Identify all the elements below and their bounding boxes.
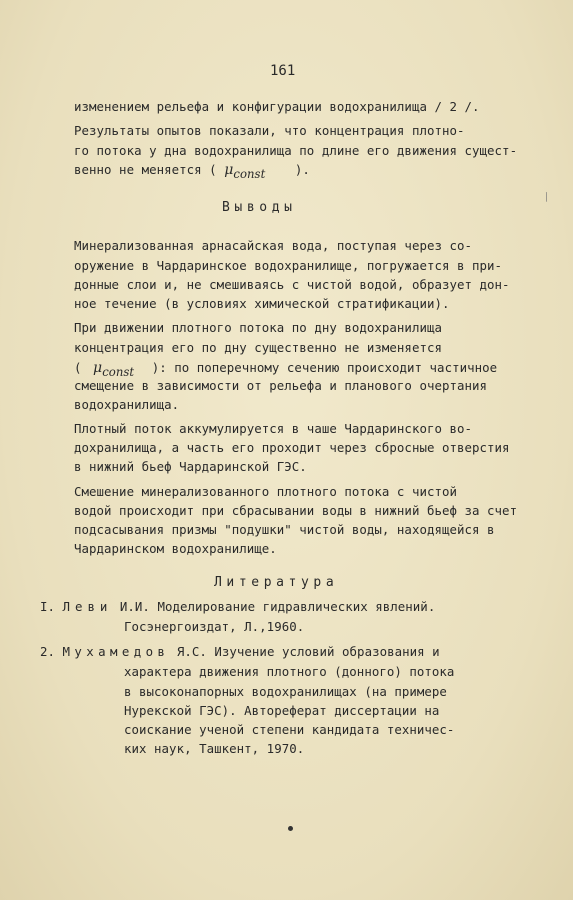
conclusions-p2-line-2: концентрация его по дну существенно не изменяется (74, 340, 442, 355)
reference-2-line-4: Нурекской ГЭС). Автореферат диссертации на (124, 703, 440, 718)
conclusions-p2-line-5: водохранилища. (74, 397, 180, 412)
reference-2-author: Мухамедов (62, 644, 170, 659)
mu-symbol: μ (224, 162, 234, 178)
mu-const-symbol (224, 162, 266, 181)
intro-line-1: изменением рельефа и конфигурации водохранилища / 2 /. (74, 99, 480, 114)
conclusions-p1-line-2: оружение в Чардаринское водохранилище, погружается в при- (74, 258, 503, 273)
conclusions-p3-line-2: дохранилища, а часть его проходит через сбросные отверстия (74, 440, 510, 455)
mu-const-symbol-2 (93, 360, 135, 379)
literature-heading: Литература (214, 575, 339, 590)
p2-line-3-open: ( (74, 360, 82, 375)
reference-2-line-5: соискание ученой степени кандидата техничес- (124, 722, 455, 737)
reference-2-title: Изучение условий образования и (214, 644, 440, 659)
conclusions-p1-line-3: донные слои и, не смешиваясь с чистой водой, образует дон- (74, 277, 510, 292)
reference-1-title: Моделирование гидравлических явлений. (157, 599, 436, 614)
intro-line-2: Результаты опытов показали, что концентрация плотно- (74, 123, 465, 138)
reference-2-line-3: в высоконапорных водохранилищах (на примере (124, 684, 447, 699)
reference-1-author: Леви (62, 599, 113, 614)
conclusions-p4-line-2: водой происходит при сбрасывании воды в нижний бьеф за счет (74, 503, 518, 518)
conclusions-p1-line-1: Минерализованная арнасайская вода, поступая через со- (74, 238, 473, 253)
conclusions-p4-line-4: Чардаринском водохранилище. (74, 541, 277, 556)
intro-line-4-end: ). (294, 162, 310, 177)
intro-line-4 (74, 163, 310, 180)
reference-2 (40, 646, 440, 658)
reference-2-line-2: характера движения плотного (донного) потока (124, 664, 455, 679)
const-subscript-2: const (102, 364, 135, 379)
conclusions-heading: Выводы (222, 200, 297, 215)
reference-1-publisher: Госэнергоиздат, Л.,1960. (124, 619, 305, 634)
conclusions-p2-line-4: смещение в зависимости от рельефа и планового очертания (74, 378, 488, 393)
reference-2-number: 2. (40, 644, 56, 659)
reference-1 (40, 601, 435, 613)
const-subscript: const (233, 166, 266, 181)
conclusions-p4-line-3: подсасывания призмы "подушки" чистой воды, находящейся в (74, 522, 495, 537)
ink-dot (288, 826, 293, 831)
conclusions-p3-line-1: Плотный поток аккумулируется в чаше Чардаринского во- (74, 421, 473, 436)
page-number: 161 (270, 63, 296, 79)
conclusions-p2-line-3 (74, 361, 497, 378)
intro-line-3: го потока у дна водохранилища по длине его движения сущест- (74, 143, 518, 158)
mu-symbol-2: μ (93, 360, 103, 376)
scan-mark: ⁄ (539, 189, 555, 206)
reference-1-initials: И.И. (119, 599, 150, 614)
reference-1-number: I. (40, 599, 56, 614)
reference-2-initials: Я.С. (176, 644, 207, 659)
intro-line-4-text: венно не меняется ( (74, 162, 217, 177)
reference-2-line-6: ких наук, Ташкент, 1970. (124, 741, 305, 756)
conclusions-p1-line-4: ное течение (в условиях химической стратификации). (74, 296, 450, 311)
conclusions-p4-line-1: Смешение минерализованного плотного потока с чистой (74, 484, 457, 499)
conclusions-p3-line-3: в нижний бьеф Чардаринской ГЭС. (74, 459, 307, 474)
p2-line-3-text: ): по поперечному сечению происходит частичное (151, 360, 498, 375)
conclusions-p2-line-1: При движении плотного потока по дну водохранилища (74, 320, 442, 335)
